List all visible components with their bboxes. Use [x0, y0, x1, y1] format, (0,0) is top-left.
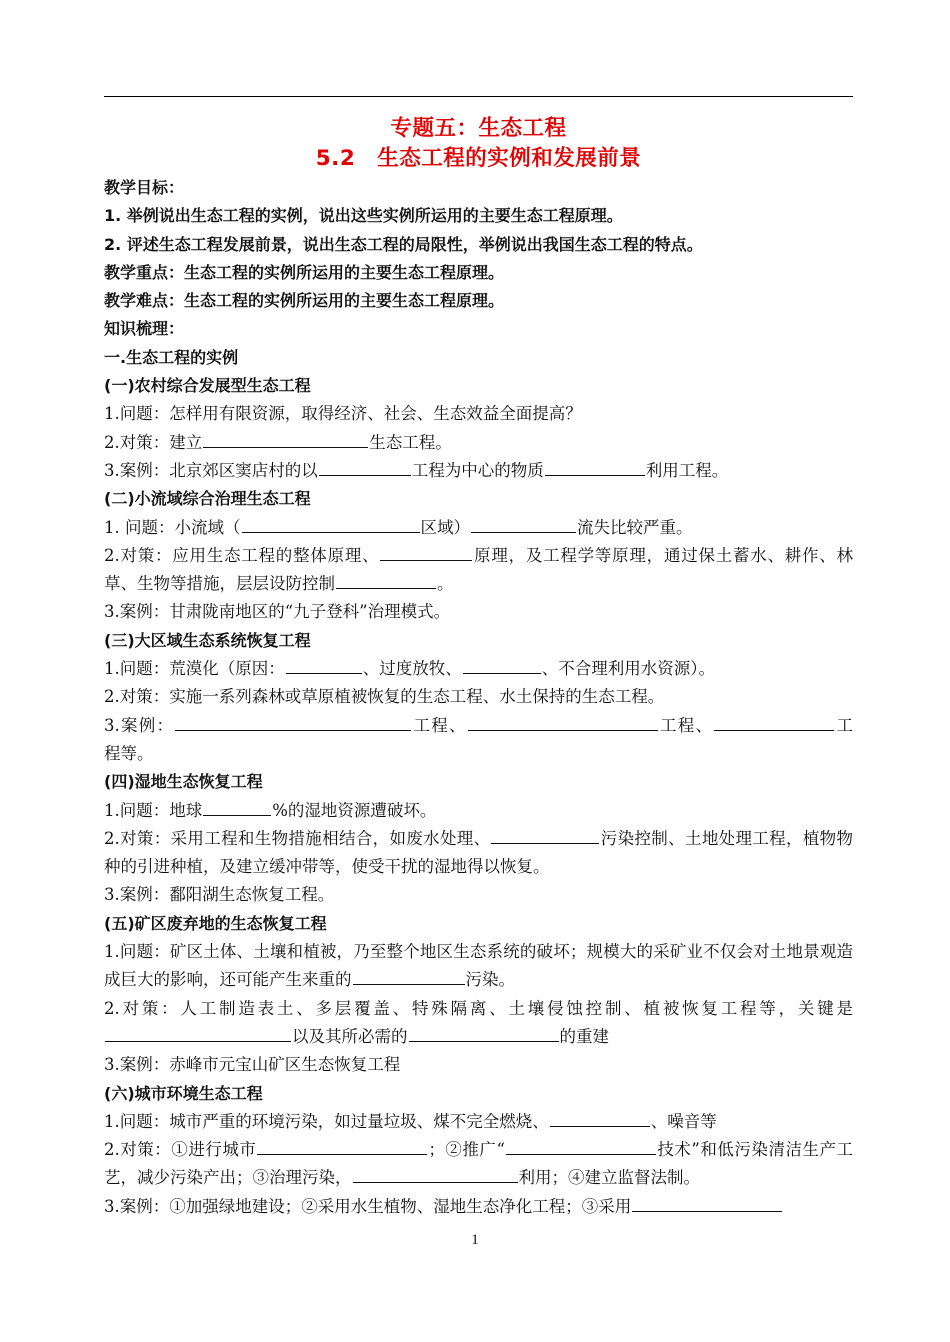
s1-example: 3.案例：北京郊区窦店村的以 工程为中心的物质 利用工程。	[104, 460, 729, 480]
section-6-heading: (六)城市环境生态工程	[104, 1083, 263, 1103]
fill-blank[interactable]	[105, 1040, 291, 1042]
section-4-heading: (四)湿地生态恢复工程	[104, 772, 263, 792]
s5-problem: 1.问题：矿区土体、土壤和植被，乃至整个地区生态系统的破坏；规模大的采矿业不仅会对土地景观造成巨大的影响，还可能产生来重的 污染。	[104, 942, 853, 990]
s2-example: 3.案例：甘肃陇南地区的“九子登科”治理模式。	[104, 602, 451, 622]
s2-problem: 1. 问题：小流域（ 区域） 流失比较严重。	[104, 517, 693, 537]
lesson-title: 5.2 生态工程的实例和发展前景	[315, 146, 642, 171]
fill-blank[interactable]	[336, 587, 436, 589]
s4-example: 3.案例：鄱阳湖生态恢复工程。	[104, 885, 335, 905]
fill-blank[interactable]	[203, 446, 368, 448]
fill-blank[interactable]	[409, 1040, 559, 1042]
fill-blank[interactable]	[242, 531, 420, 533]
fill-blank[interactable]	[175, 729, 411, 731]
s6-strategy: 2.对策：①进行城市 ；②推广“ 技术”和低污染清洁生产工艺，减少污染产出；③治理污染， 利用；④建立监督法制。	[104, 1140, 854, 1188]
fill-blank[interactable]	[463, 672, 541, 674]
knowledge-label: 知识梳理：	[104, 319, 185, 339]
fill-blank[interactable]	[714, 729, 834, 731]
section-3-heading: (三)大区域生态系统恢复工程	[104, 630, 311, 650]
topic-title: 专题五：生态工程	[390, 116, 567, 141]
fill-blank[interactable]	[545, 474, 645, 476]
fill-blank[interactable]	[471, 531, 576, 533]
fill-blank[interactable]	[353, 1181, 518, 1183]
fill-blank[interactable]	[353, 983, 465, 985]
fill-blank[interactable]	[203, 814, 271, 816]
s6-example: 3.案例：①加强绿地建设；②采用水生植物、湿地生态净化工程；③采用	[104, 1193, 853, 1221]
fill-blank[interactable]	[286, 672, 362, 674]
page-number: 1	[471, 1232, 479, 1248]
fill-blank[interactable]	[632, 1210, 782, 1212]
fill-blank[interactable]	[257, 1153, 427, 1155]
fill-blank[interactable]	[550, 1125, 650, 1127]
s3-example: 3.案例： 工程、 工程、 工程等。	[104, 715, 853, 763]
fill-blank[interactable]	[506, 1153, 656, 1155]
s1-strategy: 2.对策：建立 生态工程。	[104, 432, 452, 452]
s2-strategy: 2.对策：应用生态工程的整体原理、 原理，及工程学等原理，通过保土蓄水、耕作、林草、生物等措施，层层设防控制 。	[104, 545, 854, 594]
part-1-heading: 一.生态工程的实例	[104, 347, 239, 367]
fill-blank[interactable]	[468, 729, 658, 731]
fill-blank[interactable]	[491, 842, 599, 844]
fill-blank[interactable]	[380, 559, 472, 561]
s4-problem: 1.问题：地球 %的湿地资源遭破坏。	[104, 800, 437, 820]
difficult-point: 教学难点：生态工程的实例所运用的主要生态工程原理。	[104, 291, 505, 311]
header-rule	[104, 96, 853, 97]
s4-strategy: 2.对策：采用工程和生物措施相结合，如废水处理、 污染控制、土地处理工程，植物物种的引进种植，及建立缓冲带等，使受干扰的湿地得以恢复。	[104, 828, 854, 877]
s3-problem: 1.问题：荒漠化（原因： 、过度放牧、 、不合理利用水资源）。	[104, 659, 715, 679]
section-2-heading: (二)小流域综合治理生态工程	[104, 489, 311, 509]
document-page	[104, 114, 853, 1221]
s1-problem: 1.问题：怎样用有限资源，取得经济、社会、生态效益全面提高？	[104, 404, 582, 424]
s6-problem: 1.问题：城市严重的环境污染，如过量垃圾、煤不完全燃烧、 、噪音等	[104, 1111, 717, 1131]
goal-2: 2. 评述生态工程发展前景，说出生态工程的局限性，举例说出我国生态工程的特点。	[104, 234, 703, 254]
s5-strategy: 2.对策：人工制造表土、多层覆盖、特殊隔离、土壤侵蚀控制、植被恢复工程等，关键是以及其所必需的 的重建	[104, 998, 853, 1046]
goal-1: 1. 举例说出生态工程的实例，说出这些实例所运用的主要生态工程原理。	[104, 206, 623, 226]
section-5-heading: (五)矿区废弃地的生态恢复工程	[104, 913, 327, 933]
key-point: 教学重点：生态工程的实例所运用的主要生态工程原理。	[104, 262, 505, 282]
fill-blank[interactable]	[319, 474, 411, 476]
section-1-heading: (一)农村综合发展型生态工程	[104, 376, 311, 396]
s5-example: 3.案例：赤峰市元宝山矿区生态恢复工程	[104, 1055, 401, 1075]
goals-label: 教学目标：	[104, 178, 185, 197]
s3-strategy: 2.对策：实施一系列森林或草原植被恢复的生态工程、水土保持的生态工程。	[104, 687, 665, 707]
